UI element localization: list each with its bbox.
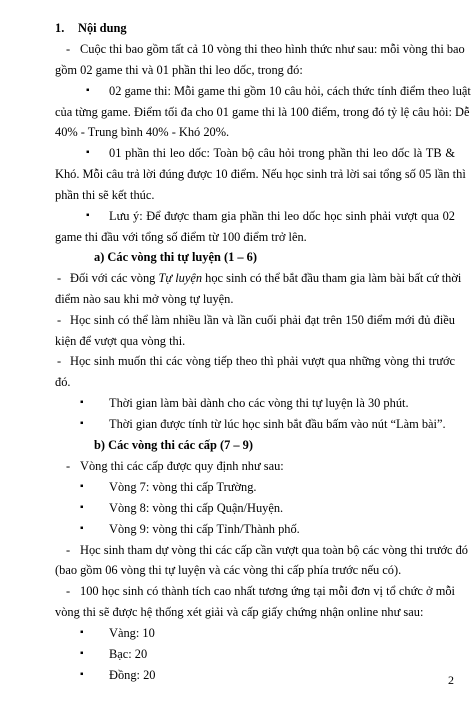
dash-bullet: - <box>66 584 71 598</box>
b-paragraph-2-line-2: (bao gồm 06 vòng thi tự luyện và các vòng thi cấp phía trước nếu có). <box>55 563 402 577</box>
intro-line-1: Cuộc thi bao gồm tất cả 10 vòng thi theo hình thức như sau: mỗi vòng thi bao <box>80 42 465 56</box>
note-line-1: Lưu ý: Để được tham gia phần thi leo dốc học sinh phải vượt qua 02 <box>109 209 455 223</box>
subsection-a-title: a) Các vòng thi tự luyện (1 – 6) <box>94 250 258 264</box>
game-line-2: của từng game. Điểm tối đa cho 01 game thi là 100 điểm, trong đó tỷ lệ câu hỏi: Dễ <box>55 105 470 119</box>
square-bullet: ▪ <box>80 648 84 659</box>
award-silver: Bạc: 20 <box>109 647 148 661</box>
b-paragraph-1: Vòng thi các cấp được quy định như sau: <box>80 459 284 473</box>
b-paragraph-3-line-2: vòng thi sẽ được hệ thống xét giải và cấp giấy chứng nhận online như sau: <box>55 605 424 619</box>
round-7-item: Vòng 7: vòng thi cấp Trường. <box>109 480 257 494</box>
b-paragraph-2-line-1: Học sinh tham dự vòng thi các cấp cần vượt qua toàn bộ các vòng thi trước đó <box>80 543 468 557</box>
round-8-item: Vòng 8: vòng thi cấp Quận/Huyện. <box>109 501 284 515</box>
b-paragraph-3-line-1: 100 học sinh có thành tích cao nhất tương ứng tại mỗi đơn vị tổ chức ở mỗi <box>80 584 455 598</box>
dash-bullet: - <box>66 459 71 473</box>
dash-bullet: - <box>57 354 62 368</box>
square-bullet: ▪ <box>80 397 84 408</box>
a-time-start: Thời gian được tính từ lúc học sinh bắt đầu bấm vào nút “Làm bài”. <box>109 417 446 431</box>
a-paragraph-1-line-2: điểm nào sau khi mở vòng tự luyện. <box>55 292 234 306</box>
game-line-3: 40% - Trung bình 40% - Khó 20%. <box>55 125 230 139</box>
dash-bullet: - <box>57 271 62 285</box>
square-bullet: ▪ <box>86 210 90 221</box>
square-bullet: ▪ <box>86 147 90 158</box>
a-paragraph-3-line-2: đó. <box>55 375 71 389</box>
climb-line-2: Khó. Mỗi câu trả lời đúng được 10 điểm. Nếu học sinh trả lời sai tổng số 05 lần thì <box>55 167 466 181</box>
award-bronze: Đồng: 20 <box>109 668 156 682</box>
square-bullet: ▪ <box>80 627 84 638</box>
dash-bullet: - <box>66 543 71 557</box>
square-bullet: ▪ <box>80 502 84 513</box>
a-paragraph-2-line-1: Học sinh có thể làm nhiều lần và lần cuối phải đạt trên 150 điểm mới đủ điều <box>70 313 455 327</box>
round-9-item: Vòng 9: vòng thi cấp Tỉnh/Thành phố. <box>109 522 300 536</box>
award-gold: Vàng: 10 <box>109 626 155 640</box>
climb-line-3: phần thi sẽ kết thúc. <box>55 188 155 202</box>
page-number: 2 <box>448 673 454 687</box>
climb-line-1: 01 phần thi leo dốc: Toàn bộ câu hỏi trong phần thi leo dốc là TB & <box>109 146 455 160</box>
note-line-2: game thi đầu với tổng số điểm từ 100 điểm trở lên. <box>55 230 307 244</box>
intro-line-2: gồm 02 game thi và 01 phần thi leo dốc, trong đó: <box>55 63 303 77</box>
square-bullet: ▪ <box>80 481 84 492</box>
section-title: Nội dung <box>78 21 127 35</box>
dash-bullet: - <box>66 42 71 56</box>
square-bullet: ▪ <box>80 523 84 534</box>
square-bullet: ▪ <box>86 85 90 96</box>
square-bullet: ▪ <box>80 669 84 680</box>
a-paragraph-2-line-2: kiện để vượt qua vòng thi. <box>55 334 186 348</box>
section-number: 1. <box>55 21 65 35</box>
square-bullet: ▪ <box>80 418 84 429</box>
game-line-1: 02 game thi: Mỗi game thi gồm 10 câu hỏi, cách thức tính điểm theo luật <box>109 84 471 98</box>
subsection-b-title: b) Các vòng thi các cấp (7 – 9) <box>94 438 253 452</box>
a-paragraph-3-line-1: Học sinh muốn thi các vòng tiếp theo thì phải vượt qua những vòng thi trước <box>70 354 455 368</box>
a-time-limit: Thời gian làm bài dành cho các vòng thi tự luyện là 30 phút. <box>109 396 409 410</box>
a-paragraph-1-line-1: Đối với các vòng Tự luyện học sinh có thể bắt đầu tham gia làm bài bất cứ thời <box>70 271 462 285</box>
dash-bullet: - <box>57 313 62 327</box>
